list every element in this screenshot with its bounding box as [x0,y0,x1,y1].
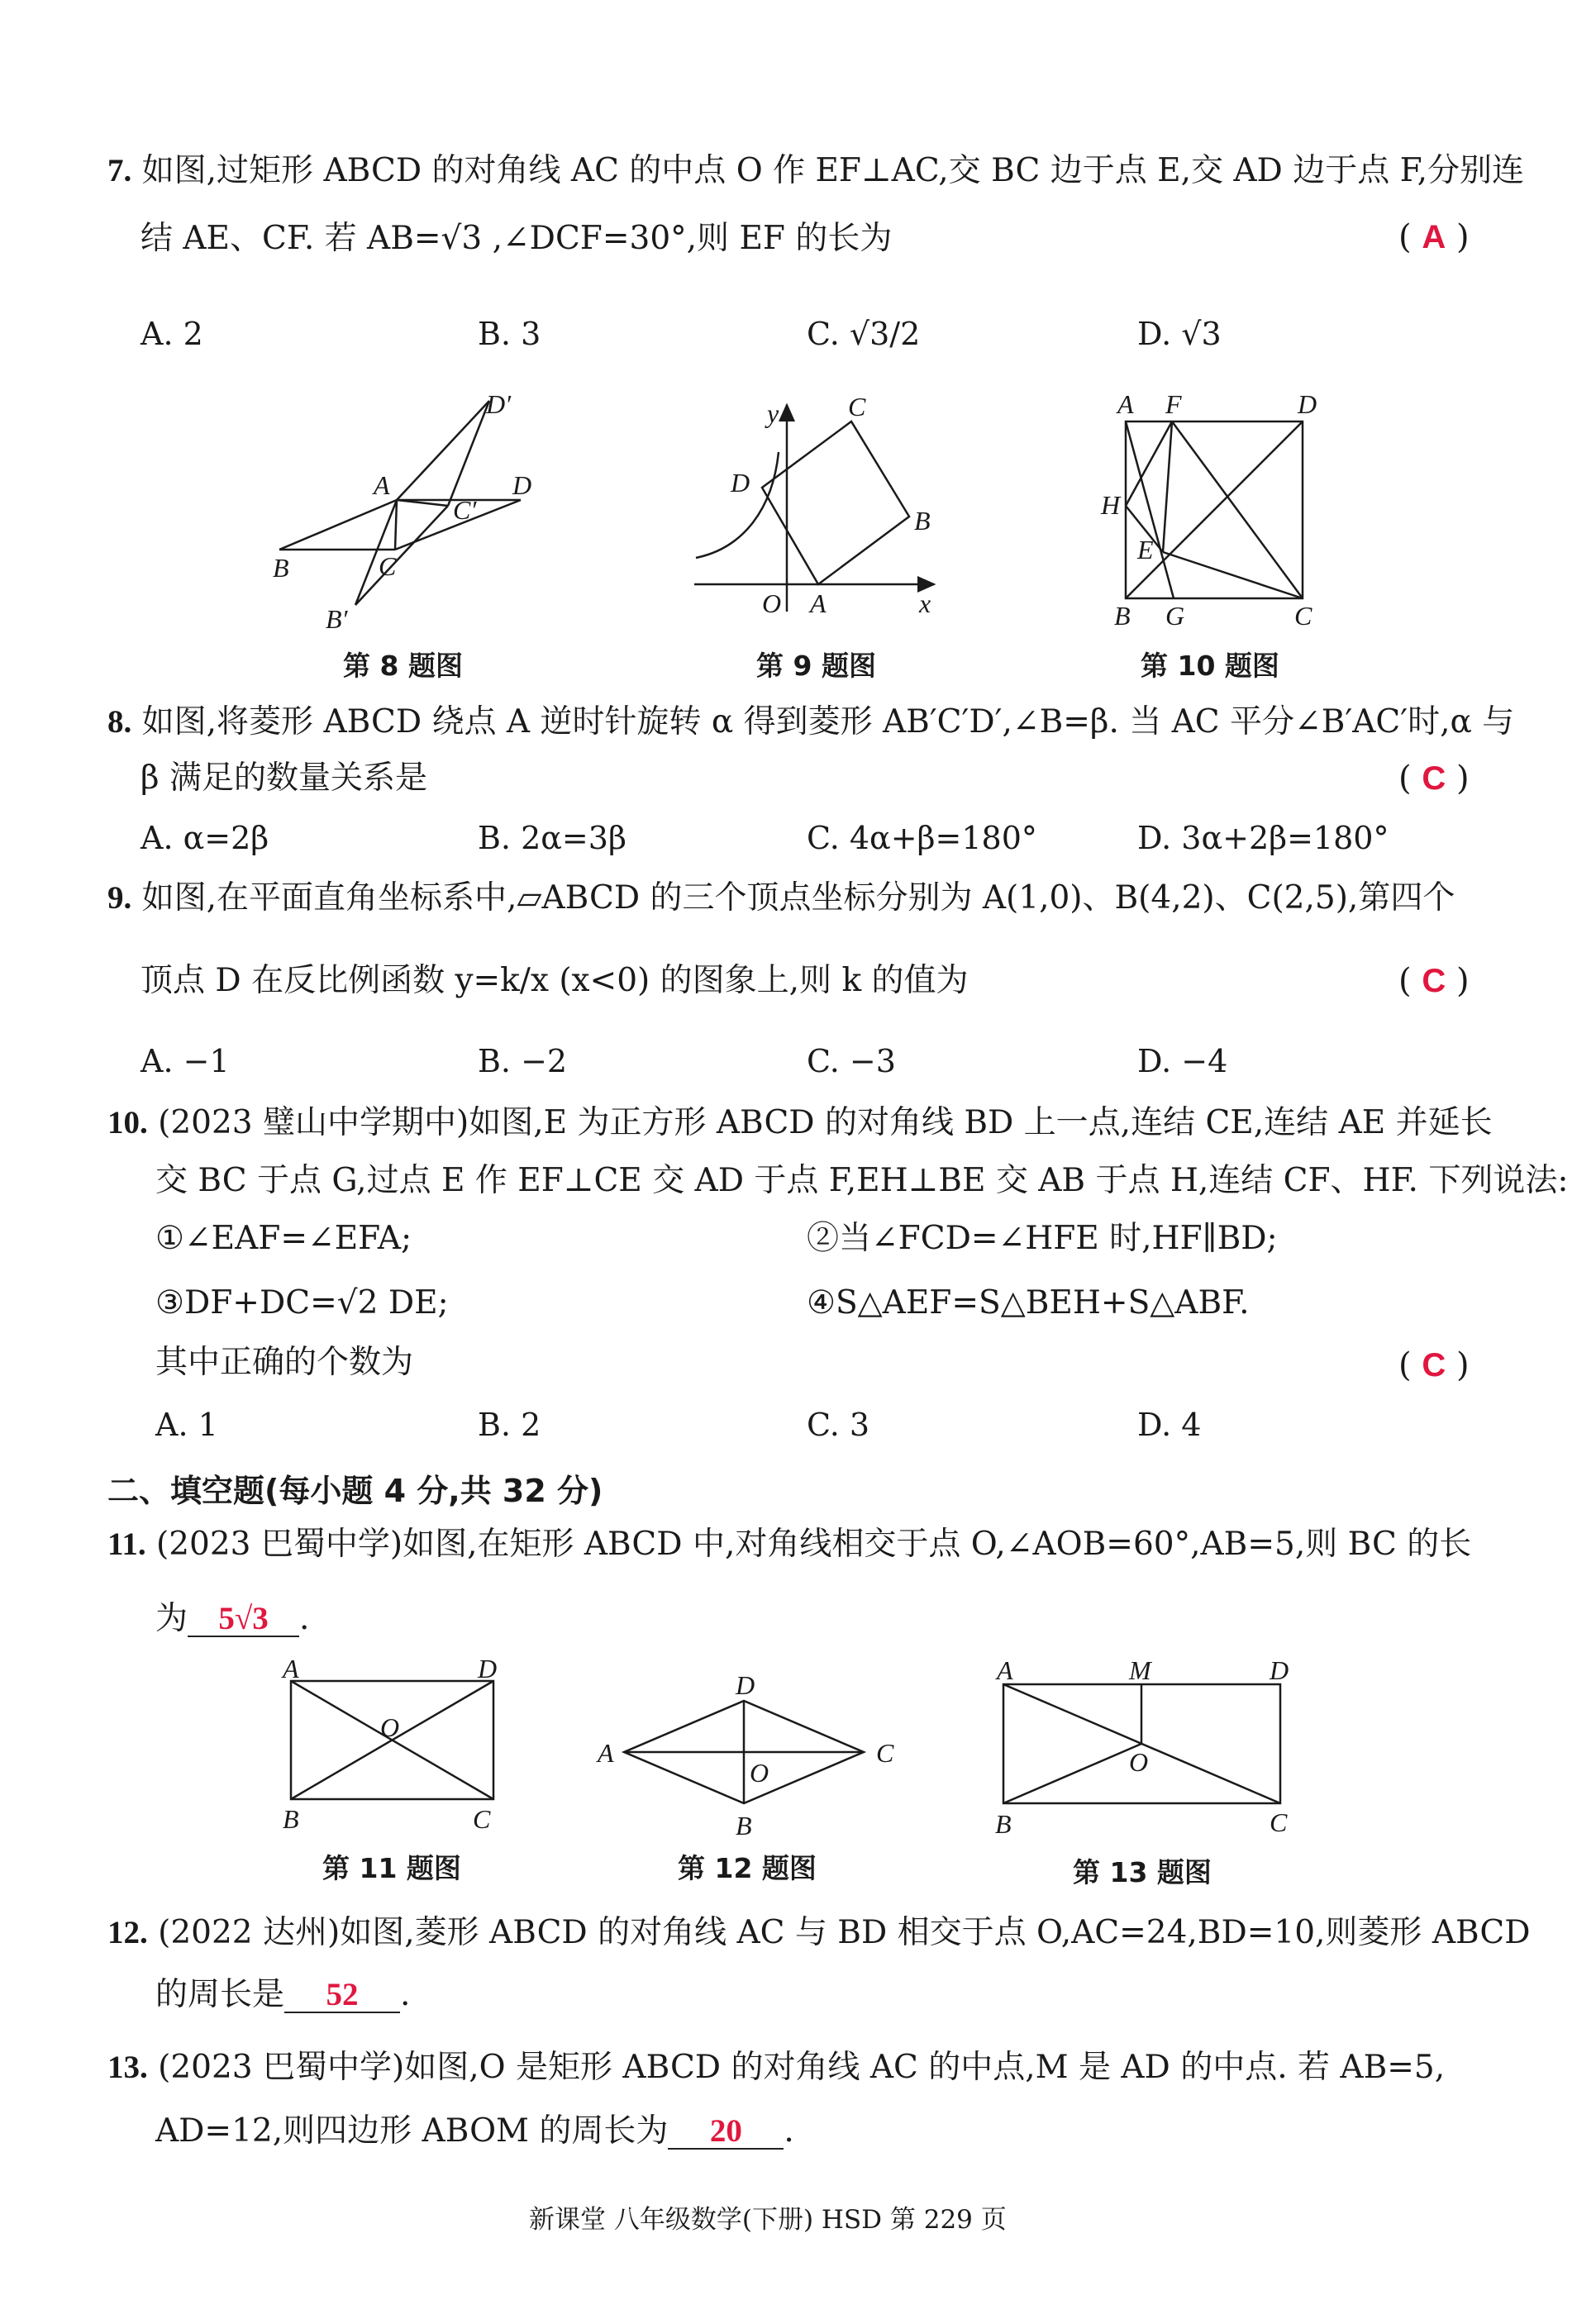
q10-option-d: D. 4 [1137,1407,1202,1443]
q10-answer-paren: ( C ) [1398,1346,1470,1384]
q9-text-line1: 如图,在平面直角坐标系中,▱ABCD 的三个顶点坐标分别为 A(1,0)、B(4,2)、C(2,5),第四个 [141,879,1455,917]
q13-line2: AD=12,则四边形 ABOM 的周长为 20 . [155,2112,794,2150]
fig8-line-c2d2 [448,401,489,506]
q12-line2: 的周长是 52 . [155,1976,411,2013]
q10-line1 [107,1103,1493,1143]
q9-answer: C [1422,963,1446,999]
q8-text-line1: 如图,将菱形 ABCD 绕点 A 逆时针旋转 α 得到菱形 AB′C′D′,∠B=β. 当 AC 平分∠B′AC′时,α 与 [141,703,1515,740]
fig12-label-o: O [750,1758,769,1788]
q10-text-line1: (2023 璧山中学期中)如图,E 为正方形 ABCD 的对角线 BD 上一点,连结 CE,连结 AE 并延长 [158,1104,1493,1141]
fig10-line-ef [1163,421,1172,552]
fig11-label-a: A [283,1654,299,1683]
q11-line1 [107,1525,1471,1564]
fig11-label-o: O [380,1712,400,1742]
q9-option-d: D. −4 [1137,1043,1228,1079]
fig8-line-ac [395,500,397,550]
fig8-label-d: D [512,470,532,500]
q13-text-line1: (2023 巴蜀中学)如图,O 是矩形 ABCD 的对角线 AC 的中点,M 是 AD 的中点. 若 AB=5, [158,2049,1446,2086]
q8-answer: C [1422,760,1446,797]
fig11-label-c: C [473,1804,491,1834]
fig10-line-fh [1126,421,1172,506]
q13-answer-blank: 20 [668,2115,784,2150]
q7-number: 7. [107,153,132,188]
fig8-line-ad2 [397,401,489,500]
fig10-diagonal-bd [1126,421,1303,598]
figure-10-caption: 第 10 题图 [1141,650,1279,682]
q8-option-d: D. 3α+2β=180° [1137,820,1389,856]
page-footer: 新课堂 八年级数学(下册) HSD 第 229 页 [529,2205,1007,2235]
fig12-label-b: B [736,1811,752,1840]
figure-12 [591,1661,905,1843]
fig8-label-d-prime: D′ [486,389,512,419]
q10-line2 [155,1161,1569,1201]
q7-text-line2: 结 AE、CF. 若 AB=√3 ,∠DCF=30°,则 EF 的长为 [141,220,893,257]
fig10-label-e: E [1137,535,1154,564]
fig13-line-bo [1003,1744,1141,1803]
fig8-label-a: A [374,470,390,500]
figure-13 [992,1655,1306,1847]
fig10-label-b: B [1114,601,1131,631]
q8-answer-paren: ( C ) [1398,760,1470,798]
q10-option-a: A. 1 [155,1407,218,1443]
q8-option-c: C. 4α+β=180° [807,820,1037,856]
fig9-label-a: A [810,588,827,618]
q10-number: 10. [107,1105,148,1140]
fig13-label-b: B [995,1809,1012,1839]
q9-option-a: A. −1 [141,1043,230,1079]
fig13-label-c: C [1270,1807,1288,1837]
fig10-label-f: F [1165,389,1182,419]
figure-12-caption: 第 12 题图 [678,1852,817,1884]
q9-line2 [141,961,968,1001]
fig12-label-a: A [598,1738,614,1768]
fig11-label-d: D [478,1654,498,1683]
fig9-label-o: O [762,588,782,618]
q7-option-d: D. √3 [1137,316,1222,352]
q7-line1 [107,151,1524,191]
q12-text-line1: (2022 达州)如图,菱形 ABCD 的对角线 AC 与 BD 相交于点 O,AC=24,BD=10,则菱形 ABCD [158,1914,1531,1951]
q10-option-b: B. 2 [478,1407,541,1443]
fig13-label-d: D [1270,1655,1289,1685]
figure-9-caption: 第 9 题图 [756,650,876,682]
q11-answer-blank: 5√3 [188,1602,299,1637]
figure-8 [273,388,545,636]
q10-statement-1: ①∠EAF=∠EFA; [155,1220,412,1257]
q12-line1 [107,1913,1530,1953]
fig9-label-c: C [848,392,866,421]
q11-number: 11. [107,1526,146,1562]
fig9-parallelogram [762,421,909,584]
fig9-label-y: y [767,398,779,428]
fig8-label-b-prime: B′ [326,604,348,634]
q8-option-b: B. 2α=3β [478,820,626,856]
q10-line5 [155,1343,413,1383]
q7-text-line1: 如图,过矩形 ABCD 的对角线 AC 的中点 O 作 EF⊥AC,交 BC 边于点 E,交 AD 边于点 F,分别连 [141,152,1524,189]
q10-statement-3: ③DF+DC=√2 DE; [155,1284,449,1321]
q9-option-c: C. −3 [807,1043,896,1079]
fig9-label-x: x [919,588,931,618]
fig12-label-c: C [876,1738,894,1768]
q9-number: 9. [107,880,132,916]
q10-text-line5: 其中正确的个数为 [155,1344,414,1381]
fig9-label-b: B [914,506,931,536]
fig8-label-c: C [379,551,397,581]
figure-13-caption: 第 13 题图 [1073,1856,1212,1888]
fig13-label-m: M [1129,1655,1151,1685]
q10-statement-4: ④S△AEF=S△BEH+S△ABF. [807,1284,1250,1321]
q7-option-c: C. √3/2 [807,316,921,352]
fig10-line-ec [1163,552,1303,598]
q11-text-line1: (2023 巴蜀中学)如图,在矩形 ABCD 中,对角线相交于点 O,∠AOB=60°,AB=5,则 BC 的长 [156,1526,1472,1563]
q10-text-line2: 交 BC 于点 G,过点 E 作 EF⊥CE 交 AD 于点 F,EH⊥BE 交 AB 于点 H,连结 CF、HF. 下列说法: [155,1162,1569,1199]
figure-11 [281,1654,512,1843]
q8-text-line2: β 满足的数量关系是 [141,760,427,797]
q12-number: 12. [107,1915,148,1950]
fig10-label-c: C [1294,601,1313,631]
q9-line1 [107,879,1455,918]
q8-line1 [107,702,1514,742]
q10-statement-2: ②当∠FCD=∠HFE 时,HF∥BD; [807,1220,1278,1257]
fig8-label-c-prime: C′ [453,495,477,525]
q9-answer-paren: ( C ) [1398,962,1470,1000]
fig8-label-b: B [273,553,289,583]
fig10-label-h: H [1101,490,1121,520]
fig12-label-d: D [736,1670,755,1700]
figure-10 [1099,388,1331,631]
fig8-line-b2c2 [355,506,448,605]
q7-answer-paren: ( A ) [1398,218,1470,256]
q9-option-b: B. −2 [478,1043,568,1079]
q12-answer-blank: 52 [284,1979,400,2013]
fig13-label-a: A [997,1655,1013,1685]
figure-9 [686,393,959,624]
fig13-label-o: O [1129,1747,1149,1777]
fig10-label-g: G [1165,601,1185,631]
q8-number: 8. [107,704,132,740]
figure-8-caption: 第 8 题图 [343,650,463,682]
q7-option-a: A. 2 [141,316,203,352]
q7-answer: A [1422,219,1446,255]
q10-option-c: C. 3 [807,1407,870,1443]
fig10-label-a: A [1117,389,1134,419]
section-2-heading: 二、填空题(每小题 4 分,共 32 分) [107,1473,603,1509]
q13-line1 [107,2048,1445,2088]
fig11-label-b: B [283,1804,299,1834]
q7-option-b: B. 3 [478,316,541,352]
figure-11-caption: 第 11 题图 [322,1852,461,1884]
q10-answer: C [1422,1347,1446,1383]
q11-line2: 为 5√3 . [155,1600,310,1637]
q7-line2 [141,219,892,259]
fig10-line-fc [1172,421,1303,598]
fig10-label-d: D [1298,389,1317,419]
q9-text-line2: 顶点 D 在反比例函数 y=k/x (x<0) 的图象上,则 k 的值为 [141,962,969,999]
q8-line2 [141,759,427,798]
q13-number: 13. [107,2050,148,2085]
q8-option-a: A. α=2β [141,820,269,856]
fig9-label-d: D [731,468,750,498]
